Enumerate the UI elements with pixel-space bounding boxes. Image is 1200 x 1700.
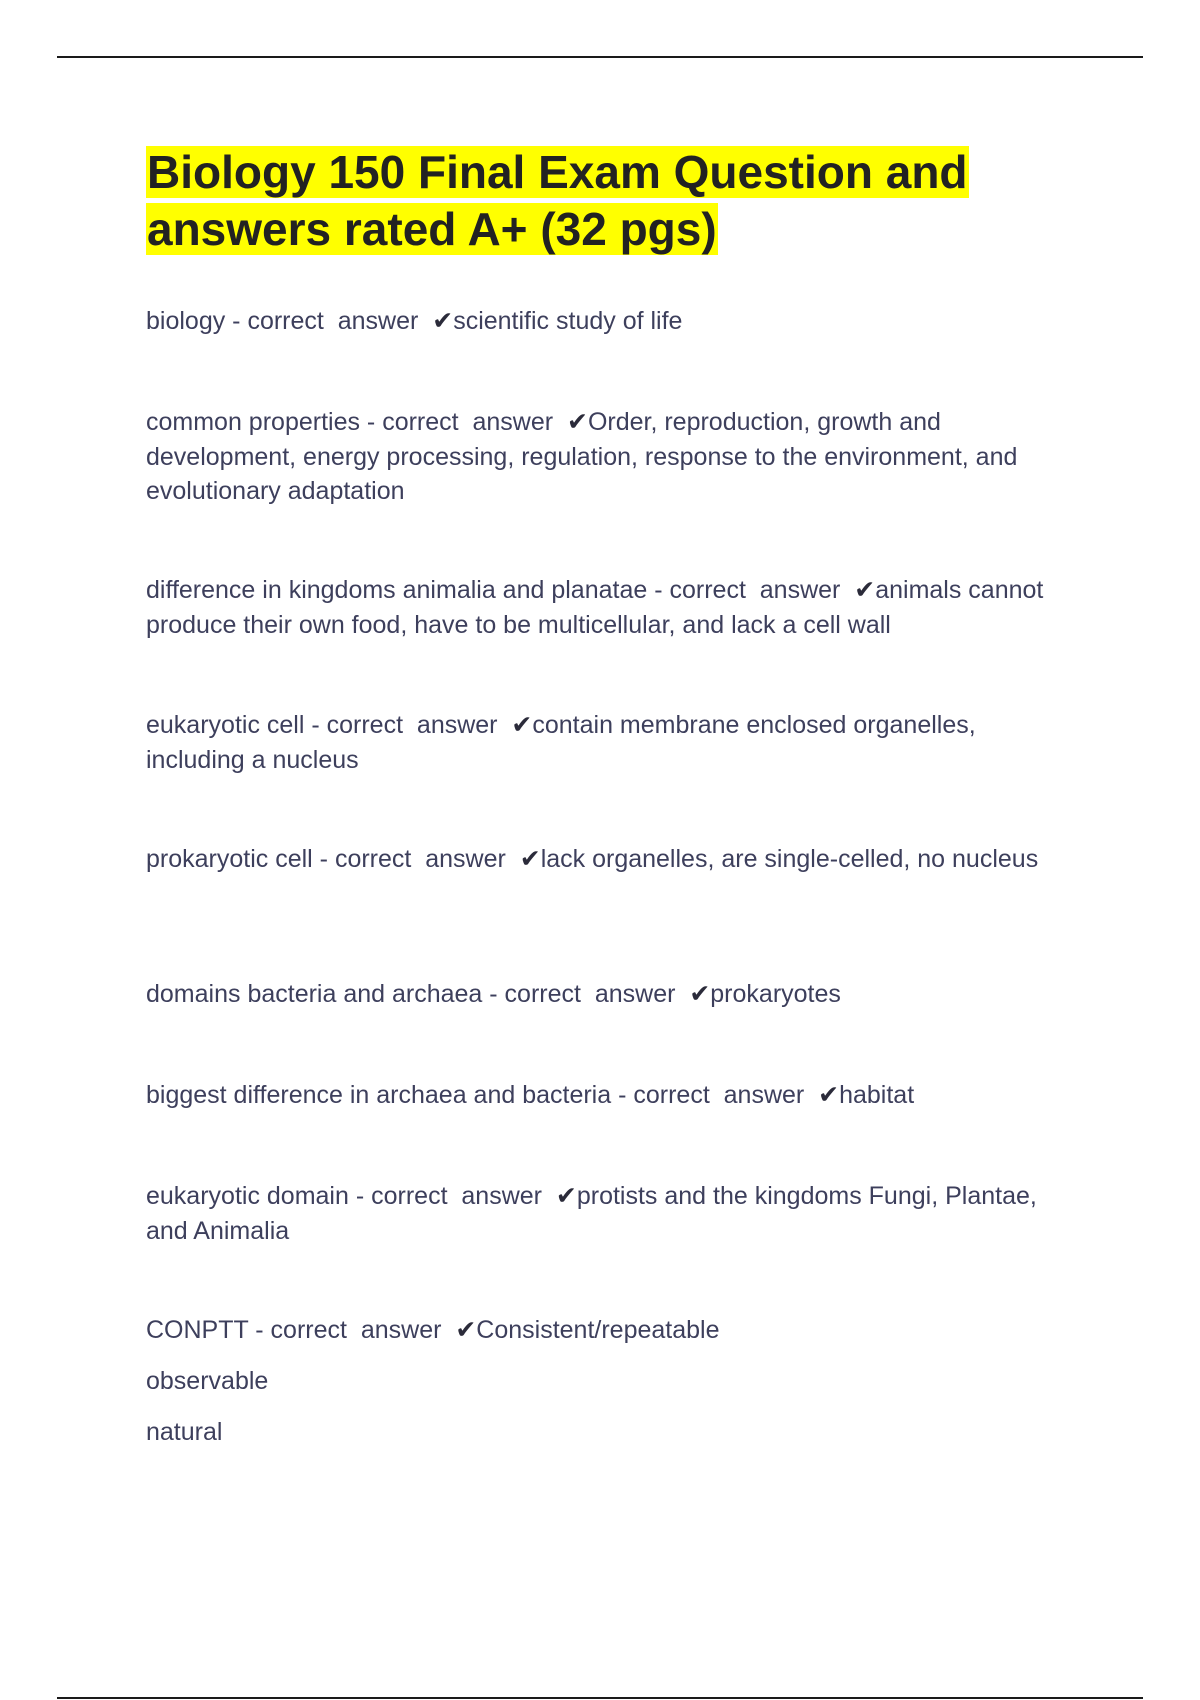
check-icon: ✔ — [689, 980, 711, 1008]
check-icon: ✔ — [511, 711, 533, 739]
check-icon: ✔ — [566, 408, 588, 436]
qa-answer: habitat — [839, 1081, 915, 1109]
qa-answer: animals cannot produce their own food, have to be multicellular, and lack a cell wall — [146, 576, 1051, 639]
qa-separator: - correct answer — [647, 576, 855, 604]
qa-term: domains bacteria and archaea — [146, 980, 483, 1008]
qa-term: CONPTT — [146, 1316, 249, 1344]
qa-separator: - correct answer — [359, 408, 567, 436]
qa-item — [146, 1078, 1066, 1113]
qa-answer: prokaryotes — [710, 980, 841, 1008]
qa-item — [146, 1313, 1066, 1348]
qa-separator: - correct answer — [304, 711, 512, 739]
qa-answer: scientific study of life — [453, 307, 683, 335]
qa-answer: protists and the kingdoms Fungi, Plantae, and Animalia — [146, 1182, 1044, 1245]
qa-term: eukaryotic cell — [146, 711, 305, 739]
bottom-rule — [57, 1697, 1143, 1699]
qa-separator: - correct answer — [348, 1182, 556, 1210]
qa-term: prokaryotic cell — [146, 845, 313, 873]
qa-separator: - correct answer — [482, 980, 690, 1008]
answer-continuation-line: natural — [146, 1418, 223, 1446]
qa-term: eukaryotic domain — [146, 1182, 349, 1210]
qa-answer: lack organelles, are single-celled, no nucleus — [540, 845, 1039, 873]
qa-item — [146, 573, 1066, 642]
top-rule — [57, 56, 1143, 58]
qa-term: difference in kingdoms animalia and planatae — [146, 576, 648, 604]
check-icon: ✔ — [519, 845, 541, 873]
document-title — [146, 144, 1046, 258]
check-icon: ✔ — [455, 1316, 477, 1344]
qa-separator: - correct answer — [611, 1081, 819, 1109]
qa-separator: - correct answer — [225, 307, 433, 335]
title-highlight: Biology 150 Final Exam Question and answers rated A+ (32 pgs) — [147, 146, 968, 255]
check-icon: ✔ — [555, 1182, 577, 1210]
qa-item — [146, 708, 1066, 777]
check-icon: ✔ — [432, 307, 454, 335]
qa-answer: Order, reproduction, growth and development, energy processing, regulation, response to the environment, and evolutionary adaptation — [146, 408, 1025, 505]
qa-item — [146, 977, 1066, 1012]
check-icon: ✔ — [818, 1081, 840, 1109]
qa-separator: - correct answer — [248, 1316, 456, 1344]
qa-item — [146, 842, 1066, 877]
qa-item — [146, 1179, 1066, 1248]
qa-answer: contain membrane enclosed organelles, including a nucleus — [146, 711, 983, 774]
qa-item — [146, 304, 1066, 339]
qa-term: biology — [146, 307, 226, 335]
qa-answer: Consistent/repeatable — [476, 1316, 720, 1344]
qa-term: common properties — [146, 408, 360, 436]
qa-separator: - correct answer — [312, 845, 520, 873]
qa-item — [146, 405, 1066, 509]
check-icon: ✔ — [854, 576, 876, 604]
answer-continuation-line: observable — [146, 1367, 269, 1395]
qa-term: biggest difference in archaea and bacteria — [146, 1081, 612, 1109]
